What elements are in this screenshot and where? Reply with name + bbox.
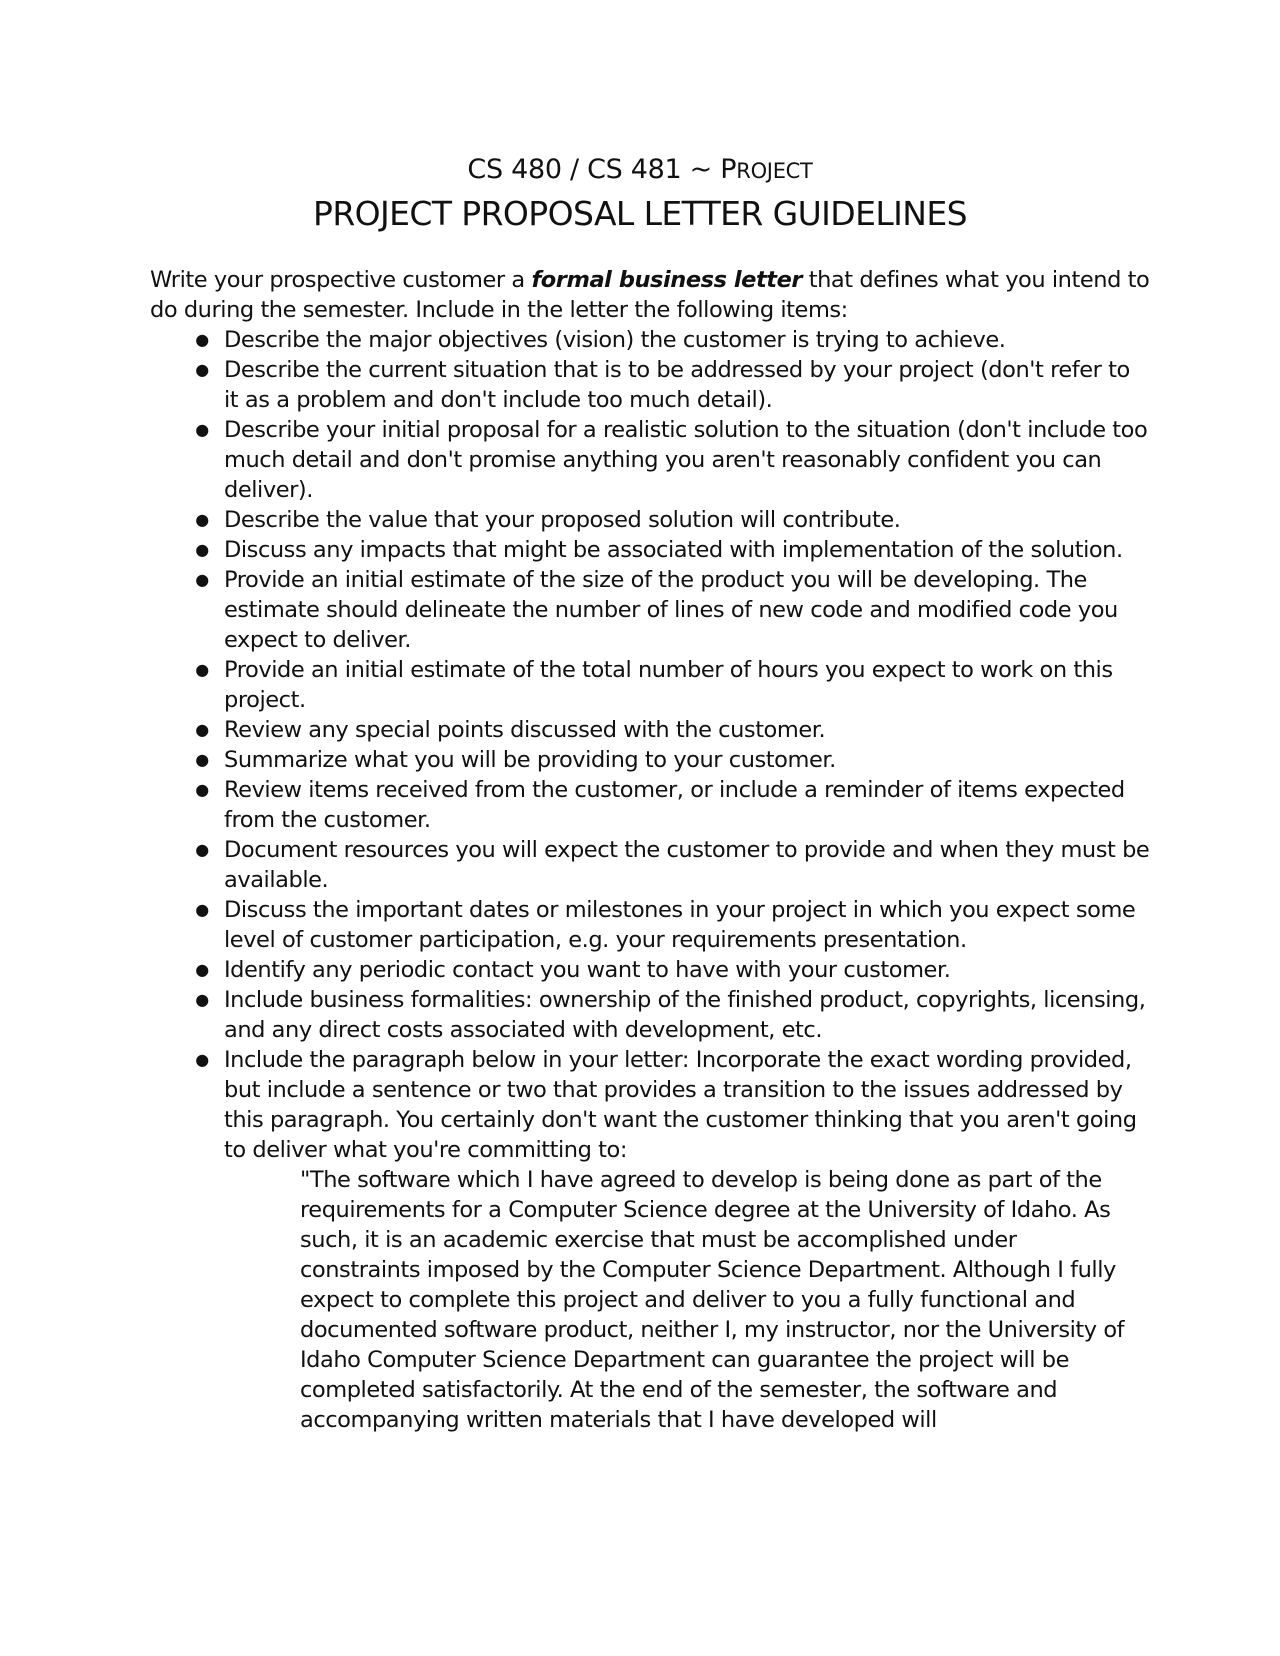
list-item: [150, 535, 1150, 565]
document-body: [150, 265, 1150, 1435]
bullet-icon: ●: [195, 960, 209, 979]
list-item-text: Discuss any impacts that might be associated with implementation of the solution.: [224, 537, 1123, 563]
list-item-text: Provide an initial estimate of the total number of hours you expect to work on this project.: [224, 657, 1113, 713]
bullet-icon: ●: [195, 720, 209, 739]
list-item: [150, 715, 1150, 745]
list-item: [150, 745, 1150, 775]
list-item: [150, 325, 1150, 355]
list-item-text: Identify any periodic contact you want to have with your customer.: [224, 957, 951, 983]
list-item: [150, 1045, 1150, 1165]
bullet-icon: ●: [195, 570, 209, 589]
bullet-icon: ●: [195, 900, 209, 919]
list-item: [150, 985, 1150, 1045]
bullet-icon: ●: [195, 990, 209, 1009]
list-item-text: Describe the major objectives (vision) the customer is trying to achieve.: [224, 327, 1006, 353]
list-item-text: Include business formalities: ownership of the finished product, copyrights, licensing, and any direct costs associated with development, etc.: [224, 987, 1146, 1043]
bullet-icon: ●: [195, 660, 209, 679]
guidelines-list: [150, 325, 1150, 1165]
intro-paragraph: [150, 265, 1150, 325]
list-item: [150, 565, 1150, 655]
list-item: [150, 505, 1150, 535]
intro-emphasis: formal business letter: [531, 267, 803, 293]
course-suffix-rest: ROJECT: [736, 159, 813, 183]
bullet-icon: ●: [195, 1050, 209, 1069]
bullet-icon: ●: [195, 780, 209, 799]
list-item-text: Summarize what you will be providing to your customer.: [224, 747, 836, 773]
course-suffix-first: P: [720, 154, 737, 185]
intro-after: that defines what you intend to do during the semester. Include in the letter the following items:: [150, 267, 1150, 323]
bullet-icon: ●: [195, 360, 209, 379]
list-item-text: Review items received from the customer, or include a reminder of items expected from the customer.: [224, 777, 1125, 833]
list-item-text: Document resources you will expect the customer to provide and when they must be available.: [224, 837, 1150, 893]
quoted-paragraph: "The software which I have agreed to develop is being done as part of the requirements for a Computer Science degree at the University of Idaho. As such, it is an academic exercise that must be accomplished under constraints imposed by the Computer Science Department. Although I fully expect to complete this project and deliver to you a fully functional and documented software product, neither I, my instructor, nor the University of Idaho Computer Science Department can guarantee the project will be completed satisfactorily. At the end of the semester, the software and accompanying written materials that I have developed will: [300, 1167, 1125, 1433]
bullet-icon: ●: [195, 510, 209, 529]
list-item: [150, 775, 1150, 835]
bullet-icon: ●: [195, 840, 209, 859]
list-item-text: Discuss the important dates or milestones in your project in which you expect some level of customer participation, e.g. your requirements presentation.: [224, 897, 1136, 953]
intro-before: Write your prospective customer a: [150, 267, 532, 293]
page-title: PROJECT PROPOSAL LETTER GUIDELINES: [313, 194, 967, 233]
list-item-text: Provide an initial estimate of the size of the product you will be developing. The estimate should delineate the number of lines of new code and modified code you expect to deliver.: [224, 567, 1118, 653]
course-prefix: CS 480 / CS 481 ~: [467, 154, 721, 185]
list-item: [150, 655, 1150, 715]
list-item-text: Include the paragraph below in your letter: Incorporate the exact wording provided, but include a sentence or two that provides a transition to the issues addressed by this paragraph. You certainly don't want the customer thinking that you aren't going to deliver what you're committing to:: [224, 1047, 1137, 1163]
bullet-icon: ●: [195, 330, 209, 349]
list-item-text: Review any special points discussed with the customer.: [224, 717, 826, 743]
list-item: [150, 955, 1150, 985]
list-item-text: Describe the value that your proposed solution will contribute.: [224, 507, 901, 533]
list-item: [150, 835, 1150, 895]
bullet-icon: ●: [195, 540, 209, 559]
bullet-icon: ●: [195, 420, 209, 439]
list-item: [150, 415, 1150, 505]
list-item-text: Describe your initial proposal for a realistic solution to the situation (don't include too much detail and don't promise anything you aren't reasonably confident you can deliver).: [224, 417, 1148, 503]
bullet-icon: ●: [195, 750, 209, 769]
course-heading: [0, 152, 1280, 189]
list-item-text: Describe the current situation that is to be addressed by your project (don't refer to it as a problem and don't include too much detail).: [224, 357, 1130, 413]
list-item: [150, 355, 1150, 415]
list-item: [150, 895, 1150, 955]
